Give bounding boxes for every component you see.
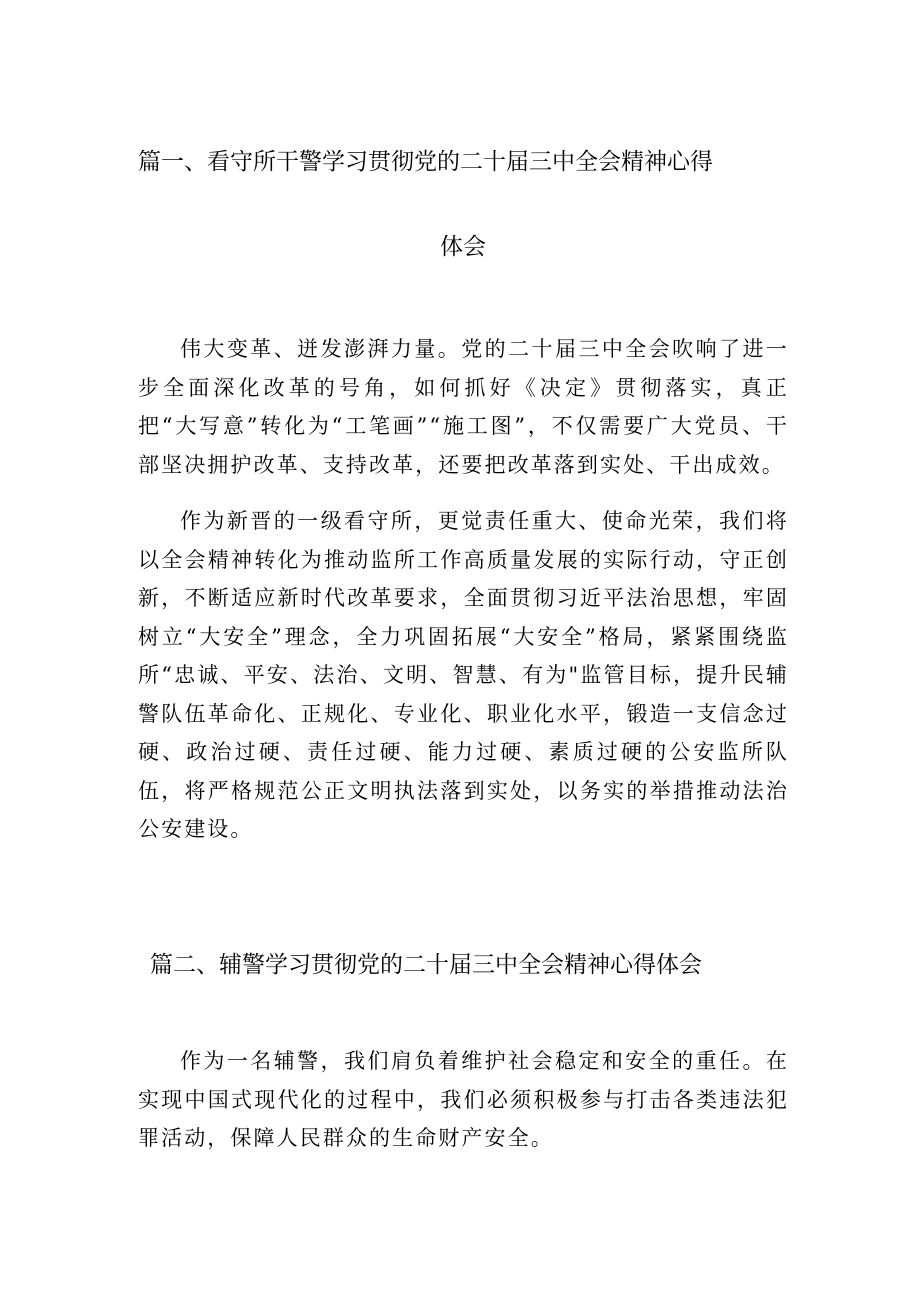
- section-one-title-line1: 篇一、看守所干警学习贯彻党的二十届三中全会精神心得: [138, 149, 713, 175]
- section-one-paragraph-1: 伟大变革、迸发澎湃力量。党的二十届三中全会吹响了进一步全面深化改革的号角，如何抓好《决定》贯彻落实，真正把“大写意”转化为“工笔画”“施工图”，不仅需要广大党员、干部坚决拥护改革、支持改革，还要把改革落到实处、干出成效。: [138, 337, 789, 477]
- section-one-paragraph-2: 作为新晋的一级看守所，更觉责任重大、使命光荣，我们将以全会精神转化为推动监所工作高质量发展的实际行动，守正创新，不断适应新时代改革要求，全面贯彻习近平法治思想，牢固树立“大安全”理念，全力巩固拓展“大安全”格局，紧紧围绕监所“忠诚、平安、法治、文明、智慧、有为"监管目标，提升民辅警队伍革命化、正规化、专业化、职业化水平，锻造一支信念过硬、政治过硬、责任过硬、能力过硬、素质过硬的公安监所队伍，将严格规范公正文明执法落到实处，以务实的举措推动法治公安建设。: [138, 509, 789, 841]
- section-two-paragraph-1: 作为一名辅警，我们肩负着维护社会稳定和安全的重任。在实现中国式现代化的过程中，我们必须积极参与打击各类违法犯罪活动，保障人民群众的生命财产安全。: [138, 1049, 789, 1150]
- section-two-title: 篇二、辅警学习贯彻党的二十届三中全会精神心得体会: [150, 952, 702, 978]
- section-one-title-line2: 体会: [440, 234, 486, 260]
